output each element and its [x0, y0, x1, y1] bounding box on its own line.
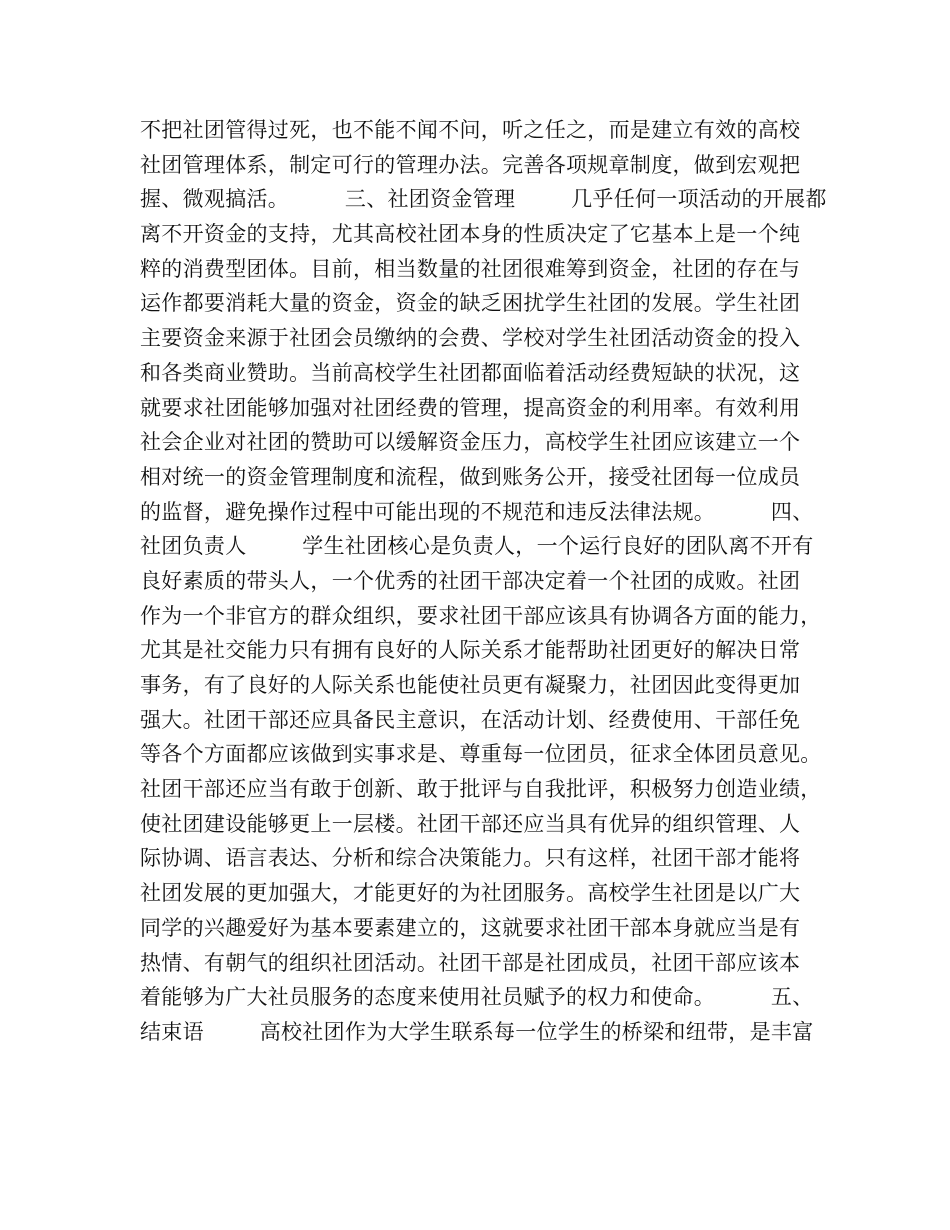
text-line: 结束语 高校社团作为大学生联系每一位学生的桥梁和纽带，是丰富: [140, 1019, 814, 1044]
text-line: 运作都要消耗大量的资金，资金的缺乏困扰学生社团的发展。学生社团: [140, 291, 801, 316]
text-line: 作为一个非官方的群众组织，要求社团干部应该具有协调各方面的能力，: [140, 603, 822, 628]
text-line: 社团干部还应当有敢于创新、敢于批评与自我批评，积极努力创造业绩，: [140, 777, 822, 802]
text-line: 社会企业对社团的赞助可以缓解资金压力，高校学生社团应该建立一个: [140, 430, 801, 455]
text-line: 就要求社团能够加强对社团经费的管理，提高资金的利用率。有效利用: [140, 395, 801, 420]
text-line: 粹的消费型团体。目前，相当数量的社团很难筹到资金，社团的存在与: [140, 256, 801, 281]
text-line: 同学的兴趣爱好为基本要素建立的，这就要求社团干部本身就应当是有: [140, 915, 801, 940]
text-line: 使社团建设能够更上一层楼。社团干部还应当具有优异的组织管理、人: [140, 811, 801, 836]
body-text: [140, 113, 830, 1050]
text-line: 热情、有朝气的组织社团活动。社团干部是社团成员，社团干部应该本: [140, 950, 801, 975]
text-line: 不把社团管得过死，也不能不闻不问，听之任之，而是建立有效的高校: [140, 118, 801, 142]
text-line: 强大。社团干部还应具备民主意识，在活动计划、经费使用、干部任免: [140, 707, 801, 732]
text-line: 相对统一的资金管理制度和流程，做到账务公开，接受社团每一位成员: [140, 464, 801, 489]
text-line: 等各个方面都应该做到实事求是、尊重每一位团员，征求全体团员意见。: [140, 742, 822, 767]
text-line: 良好素质的带头人，一个优秀的社团干部决定着一个社团的成败。社团: [140, 568, 801, 593]
text-line: 的监督，避免操作过程中可能出现的不规范和违反法律法规。 四、: [140, 499, 814, 524]
text-line: 社团发展的更加强大，才能更好的为社团服务。高校学生社团是以广大: [140, 881, 801, 906]
text-line: 握、微观搞活。 三、社团资金管理 几乎任何一项活动的开展都: [140, 187, 827, 212]
text-line: 和各类商业赞助。当前高校学生社团都面临着活动经费短缺的状况，这: [140, 360, 801, 385]
text-line: 际协调、语言表达、分析和综合决策能力。只有这样，社团干部才能将: [140, 846, 801, 871]
text-line: 离不开资金的支持，尤其高校社团本身的性质决定了它基本上是一个纯: [140, 222, 801, 247]
text-line: 社团负责人 学生社团核心是负责人，一个运行良好的团队离不开有: [140, 534, 814, 559]
text-line: 事务，有了良好的人际关系也能使社员更有凝聚力，社团因此变得更加: [140, 673, 801, 697]
text-line: 尤其是社交能力只有拥有良好的人际关系才能帮助社团更好的解决日常: [140, 638, 801, 663]
text-line: 社团管理体系，制定可行的管理办法。完善各项规章制度，做到宏观把: [140, 152, 801, 177]
text-line: 着能够为广大社员服务的态度来使用社员赋予的权力和使命。 五、: [140, 985, 814, 1010]
text-line: 主要资金来源于社团会员缴纳的会费、学校对学生社团活动资金的投入: [140, 326, 801, 351]
